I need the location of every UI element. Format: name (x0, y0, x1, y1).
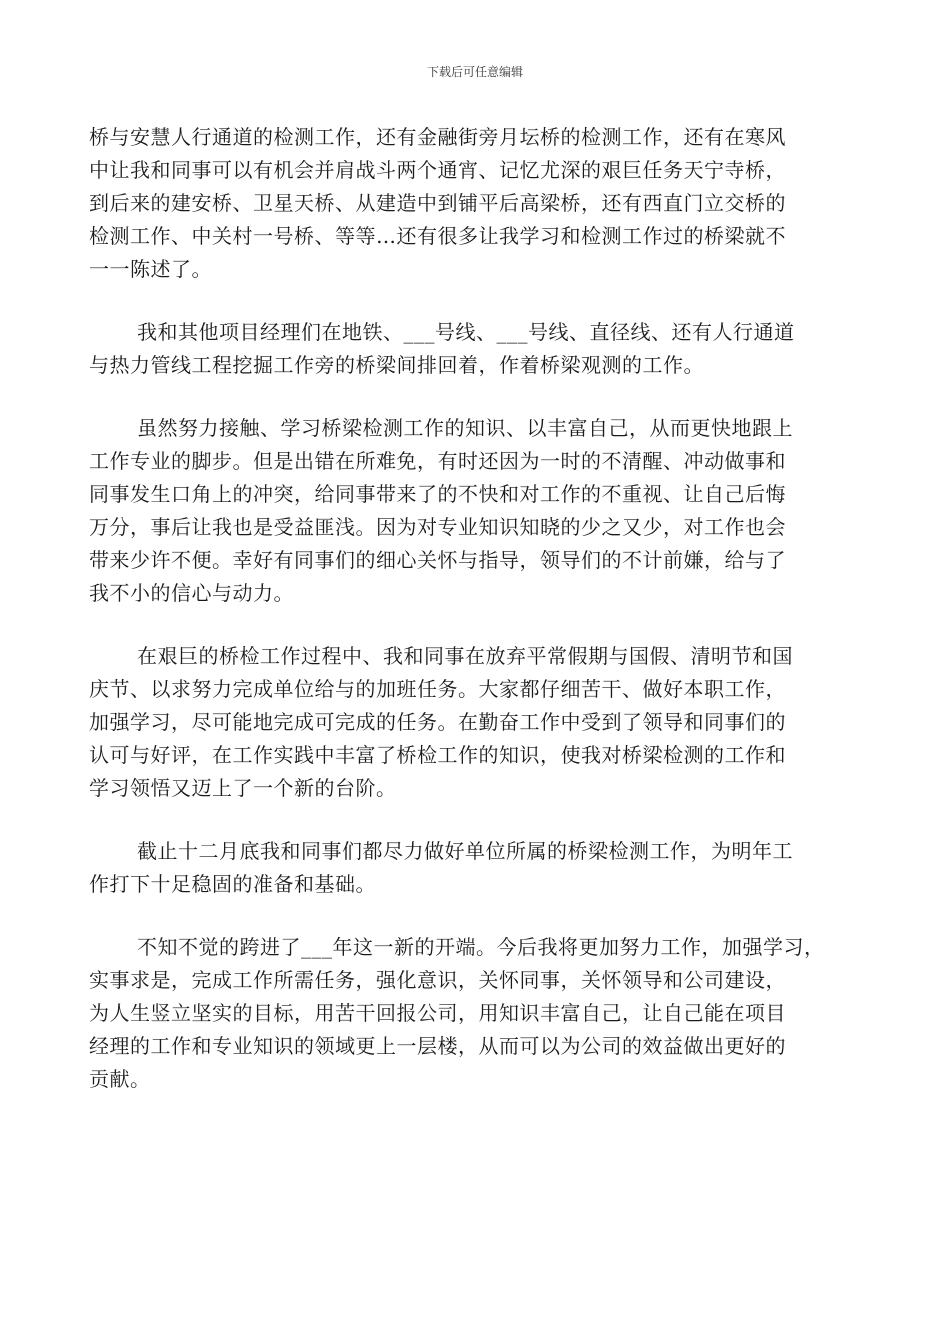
paragraph-6 (89, 931, 861, 1096)
paragraph-line: 我和其他项目经理们在地铁、___号线、___号线、直径线、还有人行通道 (137, 320, 795, 344)
paragraph-line: 一一陈述了。 (89, 257, 212, 281)
paragraph-5 (89, 835, 861, 901)
paragraph-line: 学习领悟又迈上了一个新的台阶。 (89, 776, 397, 800)
document-body (89, 121, 861, 1126)
paragraph-line: 检测工作、中关村一号桥、等等…还有很多让我学习和检测工作过的桥梁就不 (89, 224, 786, 248)
paragraph-4 (89, 640, 861, 805)
paragraph-line: 不知不觉的跨进了___年这一新的开端。今后我将更加努力工作，加强学习， (137, 935, 825, 959)
paragraph-2 (89, 316, 861, 382)
paragraph-line: 加强学习，尽可能地完成可完成的任务。在勤奋工作中受到了领导和同事们的 (89, 710, 786, 734)
paragraph-line: 同事发生口角上的冲突，给同事带来了的不快和对工作的不重视、让自己后悔 (89, 482, 786, 506)
paragraph-line: 与热力管线工程挖掘工作旁的桥梁间排回着，作着桥梁观测的工作。 (89, 353, 704, 377)
paragraph-1 (89, 121, 861, 286)
paragraph-line: 在艰巨的桥检工作过程中、我和同事在放弃平常假期与国假、清明节和国 (137, 644, 793, 668)
paragraph-line: 作打下十足稳固的准备和基础。 (89, 872, 376, 896)
paragraph-line: 实事求是，完成工作所需任务，强化意识，关怀同事，关怀领导和公司建设， (89, 968, 786, 992)
paragraph-line: 万分，事后让我也是受益匪浅。因为对专业知识知晓的少之又少，对工作也会 (89, 515, 786, 539)
paragraph-line: 认可与好评，在工作实践中丰富了桥检工作的知识，使我对桥梁检测的工作和 (89, 743, 786, 767)
paragraph-line: 经理的工作和专业知识的领域更上一层楼，从而可以为公司的效益做出更好的 (89, 1034, 786, 1058)
paragraph-line: 我不小的信心与动力。 (89, 581, 294, 605)
page-header: 下载后可任意编辑 (426, 65, 523, 79)
paragraph-line: 带来少许不便。幸好有同事们的细心关怀与指导，领导们的不计前嫌，给与了 (89, 548, 786, 572)
paragraph-line: 虽然努力接触、学习桥梁检测工作的知识、以丰富自己，从而更快地跟上 (137, 416, 793, 440)
paragraph-line: 贡献。 (89, 1067, 151, 1091)
paragraph-line: 桥与安慧人行通道的检测工作，还有金融街旁月坛桥的检测工作，还有在寒风 (89, 125, 786, 149)
paragraph-line: 为人生竖立坚实的目标，用苦干回报公司，用知识丰富自己，让自己能在项目 (89, 1001, 786, 1025)
paragraph-line: 工作专业的脚步。但是出错在所难免，有时还因为一时的不清醒、冲动做事和 (89, 449, 786, 473)
paragraph-line: 庆节、以求努力完成单位给与的加班任务。大家都仔细苦干、做好本职工作， (89, 677, 786, 701)
paragraph-3 (89, 412, 861, 610)
paragraph-line: 到后来的建安桥、卫星天桥、从建造中到铺平后高梁桥，还有西直门立交桥的 (89, 191, 786, 215)
paragraph-line: 中让我和同事可以有机会并肩战斗两个通宵、记忆尤深的艰巨任务天宁寺桥， (89, 158, 786, 182)
paragraph-line: 截止十二月底我和同事们都尽力做好单位所属的桥梁检测工作，为明年工 (137, 839, 793, 863)
